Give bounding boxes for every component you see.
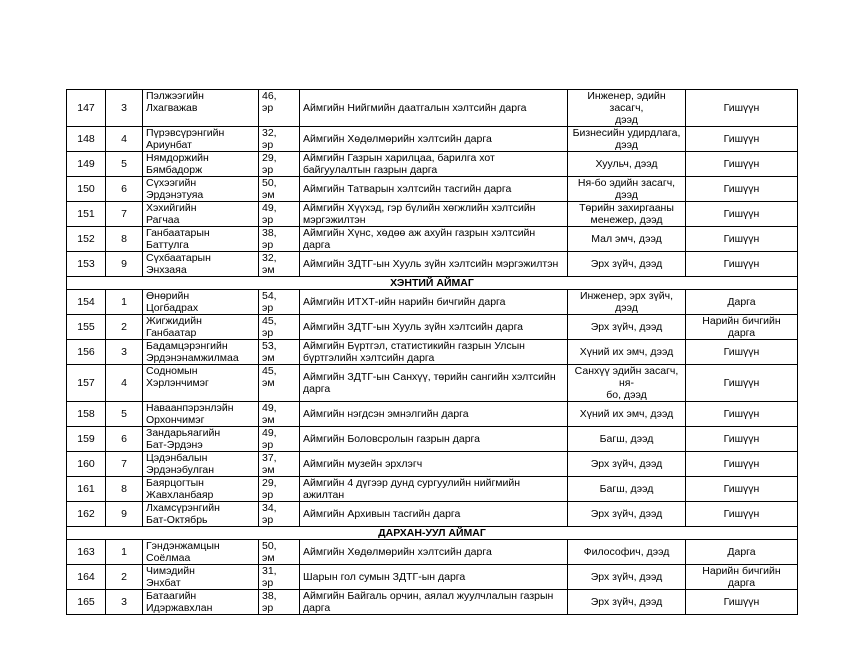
position: Шарын гол сумын ЗДТГ-ын дарга <box>300 565 568 590</box>
sub-number: 8 <box>106 477 143 502</box>
age-sex: 29, эр <box>259 477 300 502</box>
members-table <box>66 89 798 615</box>
age-sex: 45, эр <box>259 315 300 340</box>
table-row <box>67 152 798 177</box>
position: Аймгийн Хөдөлмөрийн хэлтсийн дарга <box>300 540 568 565</box>
member-name: Зандарьяагийн Бат-Эрдэнэ <box>143 427 259 452</box>
age-sex: 29, эр <box>259 152 300 177</box>
committee-role: Гишүүн <box>686 340 798 365</box>
committee-role: Гишүүн <box>686 127 798 152</box>
table-row <box>67 590 798 615</box>
committee-role: Гишүүн <box>686 590 798 615</box>
member-name: Гэндэнжамцын Соёлмаа <box>143 540 259 565</box>
committee-role: Гишүүн <box>686 202 798 227</box>
table-row <box>67 427 798 452</box>
row-number: 159 <box>67 427 106 452</box>
committee-role: Гишүүн <box>686 177 798 202</box>
education: Багш, дээд <box>568 427 686 452</box>
position: Аймгийн нэгдсэн эмнэлгийн дарга <box>300 402 568 427</box>
member-name: Ганбаатарын Баттулга <box>143 227 259 252</box>
sub-number: 6 <box>106 177 143 202</box>
table-row <box>67 290 798 315</box>
member-name: Наваанпэрэнлэйн Орхончимэг <box>143 402 259 427</box>
position: Аймгийн Татварын хэлтсийн тасгийн дарга <box>300 177 568 202</box>
table-row <box>67 502 798 527</box>
position: Аймгийн ИТХТ-ийн нарийн бичгийн дарга <box>300 290 568 315</box>
member-name: Пүрэвсүрэнгийн Ариунбат <box>143 127 259 152</box>
section-title: ДАРХАН-УУЛ АЙМАГ <box>67 527 798 540</box>
committee-role: Гишүүн <box>686 477 798 502</box>
education: Санхүү эдийн засагч, ня- бо, дээд <box>568 365 686 402</box>
table-row <box>67 202 798 227</box>
age-sex: 32, эр <box>259 127 300 152</box>
section-header-row <box>67 277 798 290</box>
sub-number: 7 <box>106 202 143 227</box>
age-sex: 49, эм <box>259 402 300 427</box>
row-number: 158 <box>67 402 106 427</box>
committee-role: Гишүүн <box>686 452 798 477</box>
position: Аймгийн Байгаль орчин, аялал жуулчлалын газрын дарга <box>300 590 568 615</box>
row-number: 165 <box>67 590 106 615</box>
position: Аймгийн Бүртгэл, статистикийн газрын Улсын бүртгэлийн хэлтсийн дарга <box>300 340 568 365</box>
committee-role: Гишүүн <box>686 365 798 402</box>
age-sex: 31, эр <box>259 565 300 590</box>
sub-number: 9 <box>106 502 143 527</box>
sub-number: 1 <box>106 290 143 315</box>
education: Төрийн захиргааны менежер, дээд <box>568 202 686 227</box>
education: Хүний их эмч, дээд <box>568 340 686 365</box>
row-number: 156 <box>67 340 106 365</box>
sub-number: 6 <box>106 427 143 452</box>
age-sex: 46, эр <box>259 90 300 127</box>
row-number: 162 <box>67 502 106 527</box>
row-number: 160 <box>67 452 106 477</box>
member-name: Нямдоржийн Бямбадорж <box>143 152 259 177</box>
age-sex: 54, эр <box>259 290 300 315</box>
row-number: 155 <box>67 315 106 340</box>
row-number: 151 <box>67 202 106 227</box>
table-row <box>67 90 798 127</box>
row-number: 149 <box>67 152 106 177</box>
table-row <box>67 365 798 402</box>
sub-number: 1 <box>106 540 143 565</box>
table-row <box>67 252 798 277</box>
position: Аймгийн ЗДТГ-ын Хууль зүйн хэлтсийн дарга <box>300 315 568 340</box>
sub-number: 3 <box>106 90 143 127</box>
committee-role: Гишүүн <box>686 227 798 252</box>
table-row <box>67 340 798 365</box>
age-sex: 50, эм <box>259 540 300 565</box>
age-sex: 34, эр <box>259 502 300 527</box>
education: Бизнесийн удирдлага, дээд <box>568 127 686 152</box>
row-number: 154 <box>67 290 106 315</box>
position: Аймгийн Боловсролын газрын дарга <box>300 427 568 452</box>
education: Ня-бо эдийн засагч, дээд <box>568 177 686 202</box>
sub-number: 8 <box>106 227 143 252</box>
table-row <box>67 565 798 590</box>
member-name: Сүхбаатарын Энхзаяа <box>143 252 259 277</box>
age-sex: 32, эм <box>259 252 300 277</box>
member-name: Содномын Хэрлэнчимэг <box>143 365 259 402</box>
row-number: 163 <box>67 540 106 565</box>
position: Аймгийн 4 дүгээр дунд сургуулийн нийгмийн ажилтан <box>300 477 568 502</box>
position: Аймгийн Хүнс, хөдөө аж ахуйн газрын хэлтсийн дарга <box>300 227 568 252</box>
row-number: 157 <box>67 365 106 402</box>
age-sex: 45, эм <box>259 365 300 402</box>
committee-role: Гишүүн <box>686 502 798 527</box>
sub-number: 4 <box>106 365 143 402</box>
age-sex: 37, эм <box>259 452 300 477</box>
education: Мал эмч, дээд <box>568 227 686 252</box>
sub-number: 2 <box>106 315 143 340</box>
education: Эрх зүйч, дээд <box>568 590 686 615</box>
sub-number: 2 <box>106 565 143 590</box>
row-number: 147 <box>67 90 106 127</box>
member-name: Өнөрийн Цогбадрах <box>143 290 259 315</box>
member-name: Хэхийгийн Рагчаа <box>143 202 259 227</box>
education: Эрх зүйч, дээд <box>568 315 686 340</box>
sub-number: 5 <box>106 152 143 177</box>
education: Хуульч, дээд <box>568 152 686 177</box>
committee-role: Гишүүн <box>686 427 798 452</box>
age-sex: 50, эм <box>259 177 300 202</box>
position: Аймгийн Хүүхэд, гэр бүлийн хөгжлийн хэлтсийн мэргэжилтэн <box>300 202 568 227</box>
education: Эрх зүйч, дээд <box>568 252 686 277</box>
row-number: 161 <box>67 477 106 502</box>
position: Аймгийн Нийгмийн даатгалын хэлтсийн дарга <box>300 90 568 127</box>
row-number: 152 <box>67 227 106 252</box>
education: Багш, дээд <box>568 477 686 502</box>
position: Аймгийн ЗДТГ-ын Санхүү, төрийн сангийн хэлтсийн дарга <box>300 365 568 402</box>
table-row <box>67 315 798 340</box>
age-sex: 38, эр <box>259 590 300 615</box>
member-name: Бадамцэрэнгийн Эрдэнэнамжилмаа <box>143 340 259 365</box>
member-name: Баярцогтын Жавхланбаяр <box>143 477 259 502</box>
age-sex: 38, эр <box>259 227 300 252</box>
section-title: ХЭНТИЙ АЙМАГ <box>67 277 798 290</box>
position: Аймгийн Хөдөлмөрийн хэлтсийн дарга <box>300 127 568 152</box>
table-row <box>67 402 798 427</box>
table-row <box>67 177 798 202</box>
education: Эрх зүйч, дээд <box>568 565 686 590</box>
sub-number: 3 <box>106 590 143 615</box>
members-table-body <box>67 90 798 615</box>
committee-role: Нарийн бичгийн дарга <box>686 565 798 590</box>
age-sex: 53, эм <box>259 340 300 365</box>
row-number: 153 <box>67 252 106 277</box>
committee-role: Дарга <box>686 540 798 565</box>
member-name: Батаагийн Идэржавхлан <box>143 590 259 615</box>
member-name: Цэдэнбалын Эрдэнэбулган <box>143 452 259 477</box>
row-number: 148 <box>67 127 106 152</box>
education: Эрх зүйч, дээд <box>568 502 686 527</box>
member-name: Пэлжээгийн Лхагважав <box>143 90 259 127</box>
sub-number: 4 <box>106 127 143 152</box>
sub-number: 9 <box>106 252 143 277</box>
table-row <box>67 452 798 477</box>
age-sex: 49, эр <box>259 202 300 227</box>
member-name: Чимэдийн Энхбат <box>143 565 259 590</box>
education: Хүний их эмч, дээд <box>568 402 686 427</box>
sub-number: 5 <box>106 402 143 427</box>
committee-role: Гишүүн <box>686 152 798 177</box>
section-header-row <box>67 527 798 540</box>
committee-role: Дарга <box>686 290 798 315</box>
member-name: Лхамсүрэнгийн Бат-Октябрь <box>143 502 259 527</box>
table-row <box>67 127 798 152</box>
table-row <box>67 540 798 565</box>
committee-role: Нарийн бичгийн дарга <box>686 315 798 340</box>
sub-number: 3 <box>106 340 143 365</box>
sub-number: 7 <box>106 452 143 477</box>
education: Философич, дээд <box>568 540 686 565</box>
committee-role: Гишүүн <box>686 90 798 127</box>
position: Аймгийн Архивын тасгийн дарга <box>300 502 568 527</box>
education: Инженер, эдийн засагч, дээд <box>568 90 686 127</box>
row-number: 164 <box>67 565 106 590</box>
education: Инженер, эрх зүйч, дээд <box>568 290 686 315</box>
member-name: Жигжидийн Ганбаатар <box>143 315 259 340</box>
position: Аймгийн ЗДТГ-ын Хууль зүйн хэлтсийн мэргэжилтэн <box>300 252 568 277</box>
committee-role: Гишүүн <box>686 252 798 277</box>
member-name: Сүхээгийн Эрдэнэтуяа <box>143 177 259 202</box>
position: Аймгийн музейн эрхлэгч <box>300 452 568 477</box>
row-number: 150 <box>67 177 106 202</box>
table-row <box>67 227 798 252</box>
age-sex: 49, эр <box>259 427 300 452</box>
education: Эрх зүйч, дээд <box>568 452 686 477</box>
table-row <box>67 477 798 502</box>
committee-role: Гишүүн <box>686 402 798 427</box>
position: Аймгийн Газрын харилцаа, барилга хот байгуулалтын газрын дарга <box>300 152 568 177</box>
